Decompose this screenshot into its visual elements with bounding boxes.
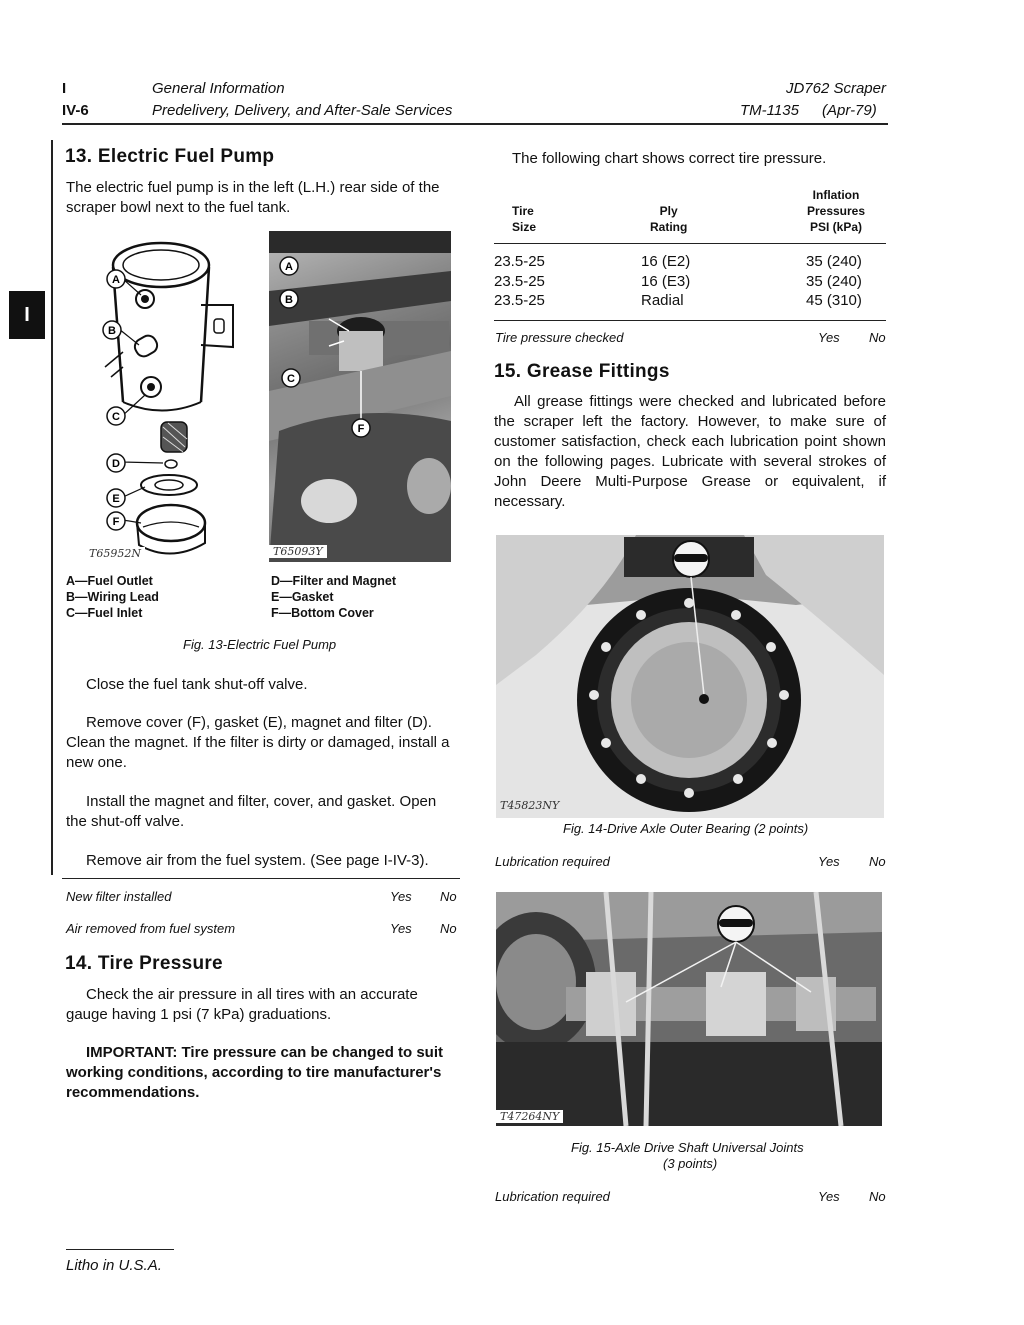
ply-rating-header (650, 203, 687, 235)
fig-15-check-yes[interactable]: Yes (818, 1189, 840, 1204)
header-manual: TM-1135 (740, 102, 799, 119)
tire-check-label: Tire pressure checked (495, 330, 624, 345)
step-remove-cover: Remove cover (F), gasket (E), magnet and filter (D). Clean the magnet. If the filter is dirty or damaged, install a new one. (66, 714, 450, 771)
tire-check-yes[interactable]: Yes (818, 330, 840, 345)
header-section-roman: I (62, 80, 67, 97)
inflation-header-line: PSI (kPa) (809, 220, 863, 234)
svg-text:F: F (112, 516, 120, 528)
header-date: (Apr-79) (822, 102, 877, 119)
tire-size-cell: 23.5-25 (494, 253, 545, 270)
pressure-cell: 35 (240) (806, 253, 862, 270)
ply-rating-cell: 16 (E3) (641, 273, 691, 290)
footer-rule (66, 1249, 174, 1250)
legend-item: A—Fuel Outlet (66, 574, 153, 588)
tire-size-cell: 23.5-25 (494, 273, 545, 290)
section-15-intro: All grease fittings were checked and lubricated before the scraper left the factory. However, to make sure of customer satisfaction, check each lubrication point shown on the following pages. Lubricate with several strokes of John Deere Multi-Purpose Grease or equivalent, if necessary. (494, 393, 886, 510)
footer-litho: Litho in U.S.A. (66, 1257, 162, 1274)
figure-13-legend-right (271, 573, 396, 621)
check-air-removed-no[interactable]: No (440, 921, 457, 936)
legend-item: E—Gasket (271, 590, 334, 604)
left-image-tag: T65952N (85, 547, 145, 560)
check-new-filter-label: New filter installed (66, 889, 172, 904)
legend-item: F—Bottom Cover (271, 606, 374, 620)
header-subtitle: Predelivery, Delivery, and After-Sale Services (152, 102, 453, 119)
step-install-filter: Install the magnet and filter, cover, and gasket. Open the shut-off valve. (66, 793, 437, 830)
svg-text:C: C (287, 373, 295, 385)
ply-rating-cell: 16 (E2) (641, 253, 691, 270)
pressure-cell: 45 (310) (806, 292, 862, 309)
section-13-intro: The electric fuel pump is in the left (L.H.) rear side of the scraper bowl next to the fuel tank. (66, 179, 440, 216)
section-15-title: 15. Grease Fittings (494, 361, 670, 382)
section-14-important: IMPORTANT: Tire pressure can be changed to suit working conditions, according to tire manufacturer's recommendations. (66, 1044, 444, 1101)
drive-axle-bearing-photo (496, 535, 884, 818)
ply-rating-cell: Radial (641, 292, 684, 309)
checks-rule (62, 878, 460, 879)
header-page-id: IV-6 (62, 102, 89, 119)
svg-text:E: E (112, 493, 120, 505)
drive-axle-bearing-drawing (496, 535, 884, 818)
step-remove-air: Remove air from the fuel system. (See page I-IV-3). (86, 852, 429, 869)
tire-check-no[interactable]: No (869, 330, 886, 345)
fig-14-check-no[interactable]: No (869, 854, 886, 869)
header-rule (62, 123, 888, 125)
check-air-removed-yes[interactable]: Yes (390, 921, 412, 936)
fuel-pump-diagram-drawing (83, 227, 261, 565)
svg-text:B: B (285, 294, 293, 306)
svg-text:A: A (112, 274, 120, 286)
check-air-removed-label: Air removed from fuel system (66, 921, 236, 936)
step-close-valve: Close the fuel tank shut-off valve. (86, 676, 308, 693)
fig-15-image-tag: T47264NY (496, 1110, 563, 1123)
pressure-cell: 35 (240) (806, 273, 862, 290)
inflation-header-line: Inflation (812, 188, 860, 202)
axle-drive-shaft-drawing (496, 892, 882, 1126)
check-new-filter-no[interactable]: No (440, 889, 457, 904)
svg-text:B: B (108, 325, 116, 337)
fig-14-check-yes[interactable]: Yes (818, 854, 840, 869)
figure-15-caption-line2: (3 points) (663, 1156, 718, 1171)
svg-text:D: D (112, 458, 120, 470)
fig-15-check-no[interactable]: No (869, 1189, 886, 1204)
legend-item: D—Filter and Magnet (271, 574, 397, 588)
tire-size-header-line: Tire (512, 204, 534, 218)
fuel-pump-photo-drawing (269, 231, 451, 562)
ply-rating-header-line: Ply (659, 204, 678, 218)
fig-15-check-label: Lubrication required (495, 1189, 610, 1204)
axle-drive-shaft-photo (496, 892, 882, 1126)
header-chapter: General Information (152, 80, 285, 97)
inflation-header (798, 187, 874, 235)
figure-13-legend-left (66, 573, 159, 621)
svg-text:C: C (112, 411, 120, 423)
fuel-pump-installed-photo (269, 231, 451, 562)
fig-14-image-tag: T45823NY (500, 799, 560, 812)
tire-size-header (512, 203, 536, 235)
figure-14-caption: Fig. 14-Drive Axle Outer Bearing (2 points) (563, 821, 809, 836)
header-model: JD762 Scraper (785, 80, 886, 97)
figure-15-caption-line1: Fig. 15-Axle Drive Shaft Universal Joints (571, 1140, 804, 1155)
fuel-pump-exploded-diagram (83, 227, 261, 565)
tire-table-lead: The following chart shows correct tire pressure. (512, 150, 827, 167)
section-side-tab (9, 291, 45, 339)
section-side-tab-label: I (24, 304, 30, 326)
tire-table-header-rule (494, 243, 886, 244)
section-14-title: 14. Tire Pressure (65, 953, 223, 974)
inflation-header-line: Pressures (806, 204, 866, 218)
margin-rule (51, 140, 53, 875)
right-image-tag: T65093Y (269, 545, 327, 558)
section-14-intro: Check the air pressure in all tires with an accurate gauge having 1 psi (7 kPa) graduations. (66, 986, 418, 1023)
legend-item: C—Fuel Inlet (66, 606, 143, 620)
ply-rating-header-line: Rating (650, 220, 688, 234)
section-13-title: 13. Electric Fuel Pump (65, 146, 275, 167)
legend-item: B—Wiring Lead (66, 590, 159, 604)
svg-text:A: A (285, 261, 293, 273)
tire-size-cell: 23.5-25 (494, 292, 545, 309)
tire-check-rule (494, 320, 886, 321)
fig-14-check-label: Lubrication required (495, 854, 610, 869)
figure-13-caption: Fig. 13-Electric Fuel Pump (183, 637, 337, 652)
check-new-filter-yes[interactable]: Yes (390, 889, 412, 904)
tire-size-header-line: Size (512, 220, 537, 234)
svg-text:F: F (357, 423, 365, 435)
